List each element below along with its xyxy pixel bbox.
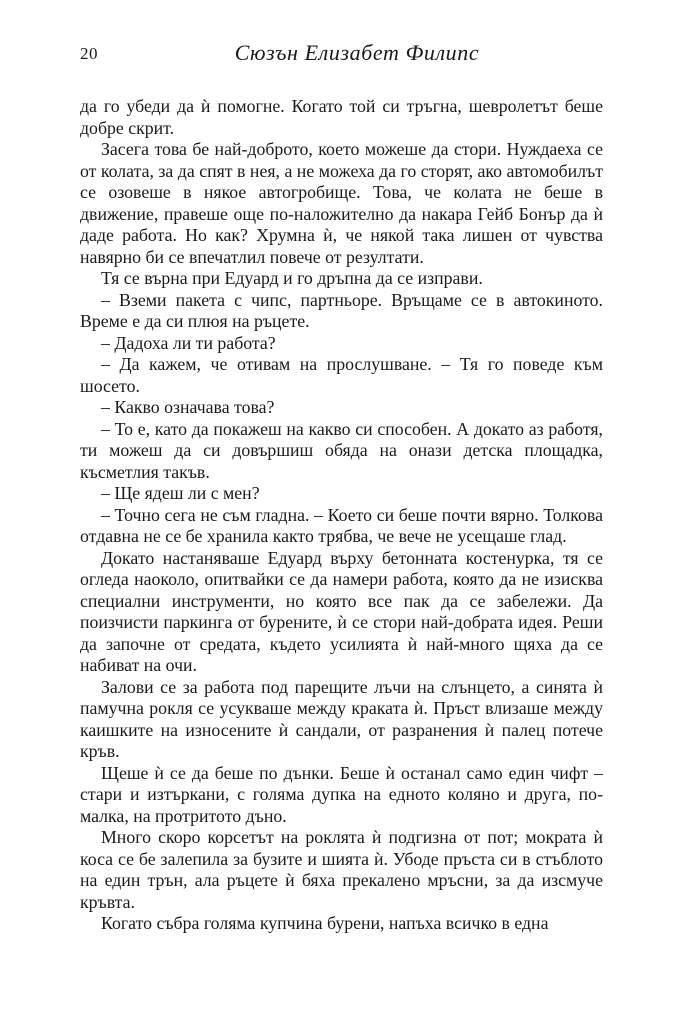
paragraph: Много скоро корсетът на роклята ѝ подгизна от пот; мократа ѝ коса се бе залепила за бузите и шията ѝ. Убоде пръста си в стъблото на един трън, ала ръцете ѝ бяха прекалено мръсни, за да изсмуче кръвта.: [80, 827, 603, 912]
paragraph: – Точно сега не съм гладна. – Което си беше почти вярно. Толкова отдавна не се бе хранила както трябва, че вече не усещаше глад.: [80, 504, 603, 546]
paragraph: – Ще ядеш ли с мен?: [101, 483, 260, 503]
running-head-author: Сюзън Елизабет Филипс: [234, 40, 480, 65]
paragraph: Засега това бе най-доброто, което можеше да стори. Нуждаеха се от колата, за да спят в нея, а не можеха да го сторят, ако автомобилът се озовеше в някое автогробище. Това, че колата не беше в движение, правеше още по-наложително да накара Гейб Бонър да ѝ даде работа. Но как? Хрумна ѝ, че някой така лишен от чувства навярно би се впечатлил повече от резултати.: [80, 139, 603, 267]
paragraph: Залови се за работа под парещите лъчи на слънцето, а синята ѝ памучна рокля се усукваше между краката ѝ. Пръст влизаше между каишките на износените ѝ сандали, от разранения ѝ палец потече кръв.: [80, 676, 603, 761]
paragraph: Щеше ѝ се да беше по дънки. Беше ѝ останал само един чифт – стари и изтъркани, с голяма дупка на едното коляно и друга, по-малка, на протритото дъно.: [80, 762, 603, 826]
page-header: [80, 40, 604, 70]
body-text: [80, 96, 603, 935]
page-number: 20: [80, 44, 98, 63]
paragraph: – Какво означава това?: [101, 397, 275, 417]
paragraph: – Да кажем, че отивам на прослушване. – Тя го поведе към шосето.: [80, 354, 603, 396]
paragraph: – Дадоха ли ти работа?: [101, 332, 276, 353]
paragraph: – Вземи пакета с чипс, партньоре. Връщаме се в автокиното. Време е да си плюя на ръцете.: [80, 289, 603, 331]
paragraph: – То е, като да покажеш на какво си способен. А докато аз работя, ти можеш да си довършиш обяда на онази детска площадка, късметлия такъв.: [80, 418, 603, 482]
paragraph: Тя се върна при Едуард и го дръпна да се изправи.: [101, 268, 483, 288]
paragraph: Когато събра голяма купчина бурени, напъха всичко в една: [101, 913, 549, 933]
paragraph: да го убеди да ѝ помогне. Когато той си тръгна, шевролетът беше добре скрит.: [80, 96, 603, 138]
paragraph: Докато настаняваше Едуард върху бетонната костенурка, тя се огледа наоколо, опитвайки се да намери работа, която да не изисква специални инструменти, но която все пак да се забележи. Да поизчисти паркинга от бурените, ѝ се стори най-добрата идея. Реши да започне от средата, където усилията ѝ най-много щяха да се набиват на очи.: [80, 547, 603, 675]
